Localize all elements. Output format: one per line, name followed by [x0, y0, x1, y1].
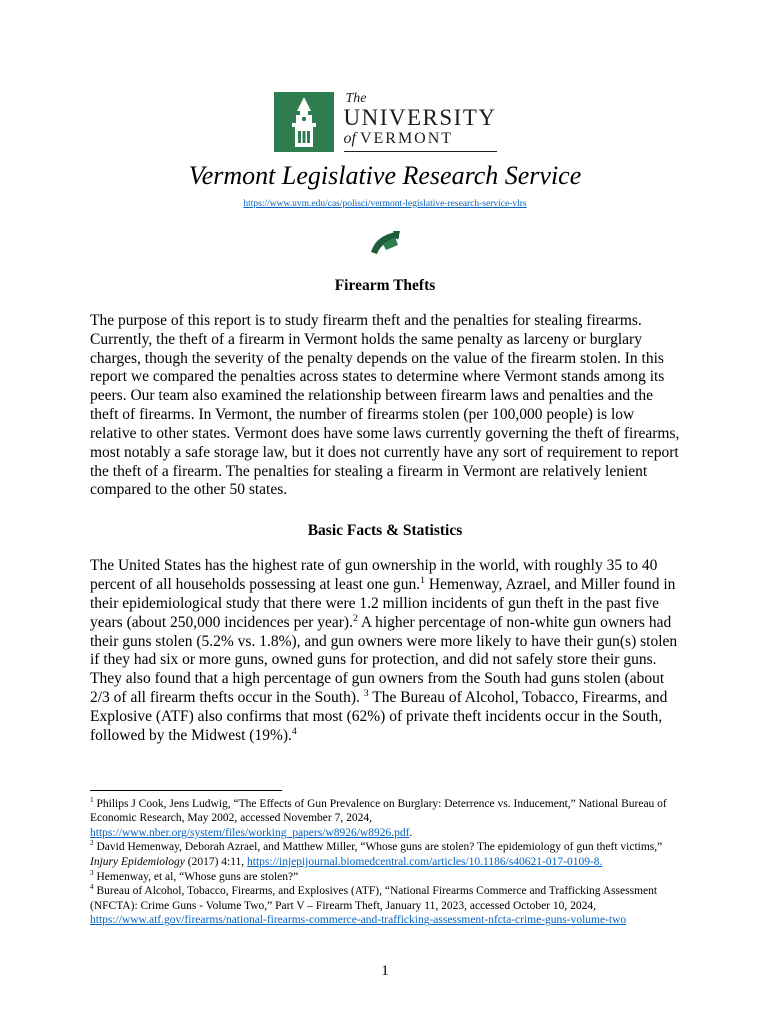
- footnote-4: $^4$ Bureau of Alcohol, Tobacco, Firearms, and Explosives (ATF), “National Firearms Commerce and Trafficking Assessment (NFCTA): Crime Guns - Volume Two,” Part V – Firearm Theft, January 11, 2023, accessed October 10, 2024, https://www.atf.gov/firearms/national-firearms-commerce-and-trafficking-assessment-nfcta-crime-guns-volume-two: [90, 883, 658, 927]
- uvm-logo: [90, 92, 680, 152]
- uvm-tower-icon: [274, 92, 334, 152]
- service-title: Vermont Legislative Research Service: [188, 161, 582, 190]
- footnote-marker: 2: [90, 839, 94, 848]
- hyperlink[interactable]: https://www.nber.org/system/files/working_papers/w8926/w8926.pdf: [90, 826, 410, 839]
- footnote-separator: [90, 790, 282, 791]
- uvm-wordmark-of: of: [343, 130, 356, 147]
- footnote-marker: 4: [291, 725, 297, 737]
- heading-firearm-thefts: Firearm Thefts: [334, 277, 436, 294]
- footnote-marker: 1: [420, 574, 426, 586]
- italic-text: Injury Epidemiology: [90, 856, 185, 869]
- footnote-marker: 3: [90, 868, 94, 877]
- uvm-wordmark-of-vermont: [344, 130, 454, 147]
- heading-basic-facts: Basic Facts & Statistics: [307, 522, 463, 540]
- footnotes-section: [0, 790, 770, 928]
- vlrs-logo-icon: [369, 228, 401, 255]
- footnote-2: $^2$ David Hemenway, Deborah Azrael, and Matthew Miller, “Whose guns are stolen? The epidemiology of gun theft victims,” Injury Epidemiology (2017) 4:11, https://injepijournal.biomedcentral.com/articles/10.1186/s40621-017-0109-8.: [90, 839, 663, 869]
- uvm-wordmark: [344, 92, 497, 152]
- paragraph-intro: The purpose of this report is to study firearm theft and the penalties for stealing firearms. Currently, the theft of a firearm in Vermont holds the same penalty as larceny or burglary charges, though the severity of the penalty depends on the value of the firearm stolen. In this report we compared the penalties across states to determine where Vermont stands among its peers. Our team also examined the relationship between firearm laws and penalties and the theft of firearms. In Vermont, the number of firearms stolen (per 100,000 people) is low relative to other states. Vermont does have some laws currently governing the theft of firearms, most notably a safe storage law, but it does not currently have any sort of requirement to report the theft of a firearm. The penalties for stealing a firearm in Vermont are relatively lenient compared to the other 50 states.: [90, 312, 680, 499]
- hyperlink[interactable]: https://injepijournal.biomedcentral.com/articles/10.1186/s40621-017-0109-8.: [247, 856, 603, 869]
- page-number: 1: [381, 963, 389, 979]
- footnote-marker: 1: [90, 795, 94, 804]
- uvm-wordmark-university: UNIVERSITY: [343, 105, 497, 130]
- service-link-row: [90, 193, 680, 211]
- uvm-wordmark-vermont: VERMONT: [359, 130, 454, 147]
- service-url-link[interactable]: https://www.uvm.edu/cas/polisci/vermont-legislative-research-service-vlrs: [243, 199, 527, 209]
- uvm-wordmark-the: The: [345, 91, 367, 106]
- vlrs-icon-row: [90, 228, 680, 255]
- footnote-marker: 4: [90, 883, 94, 892]
- footnote-marker: 3: [363, 687, 369, 699]
- footnote-1: $^1$ Philips J Cook, Jens Ludwig, “The Effects of Gun Prevalence on Burglary: Deterrence vs. Inducement,” National Bureau of Economic Research, May 2002, accessed November 7, 2024, https://www.nber.org/system/files/working_papers/w8926/w8926.pdf.: [90, 795, 667, 839]
- footnote-marker: 2: [352, 612, 358, 624]
- footnote-3: $^3$ Hemenway, et al, “Whose guns are stolen?”: [90, 868, 299, 883]
- paragraph-facts: The United States has the highest rate of gun ownership in the world, with roughly 35 to 40 percent of all households possessing at least one gun.$^1$ Hemenway, Azrael, and Miller found in their epidemiological study that there were 1.2 million incidents of gun theft in the past five years (about 250,000 incidences per year).$^2$ A higher percentage of non-white gun owners had their guns stolen (5.2% vs. 1.8%), and gun owners were more likely to have their gun(s) stolen if they had six or more guns, owned guns for protection, and did not safely store their guns. They also found that a high percentage of gun owners from the South had guns stolen (about 2/3 of all firearm thefts occur in the South). $^3$ The Bureau of Alcohol, Tobacco, Firearms, and Explosive (ATF) also confirms that most (62%) of private theft incidents occur in the South, followed by the Midwest (19%).$^4$: [90, 557, 678, 744]
- hyperlink[interactable]: https://www.atf.gov/firearms/national-firearms-commerce-and-trafficking-assessment-nfcta-crime-guns-volume-two: [90, 914, 627, 927]
